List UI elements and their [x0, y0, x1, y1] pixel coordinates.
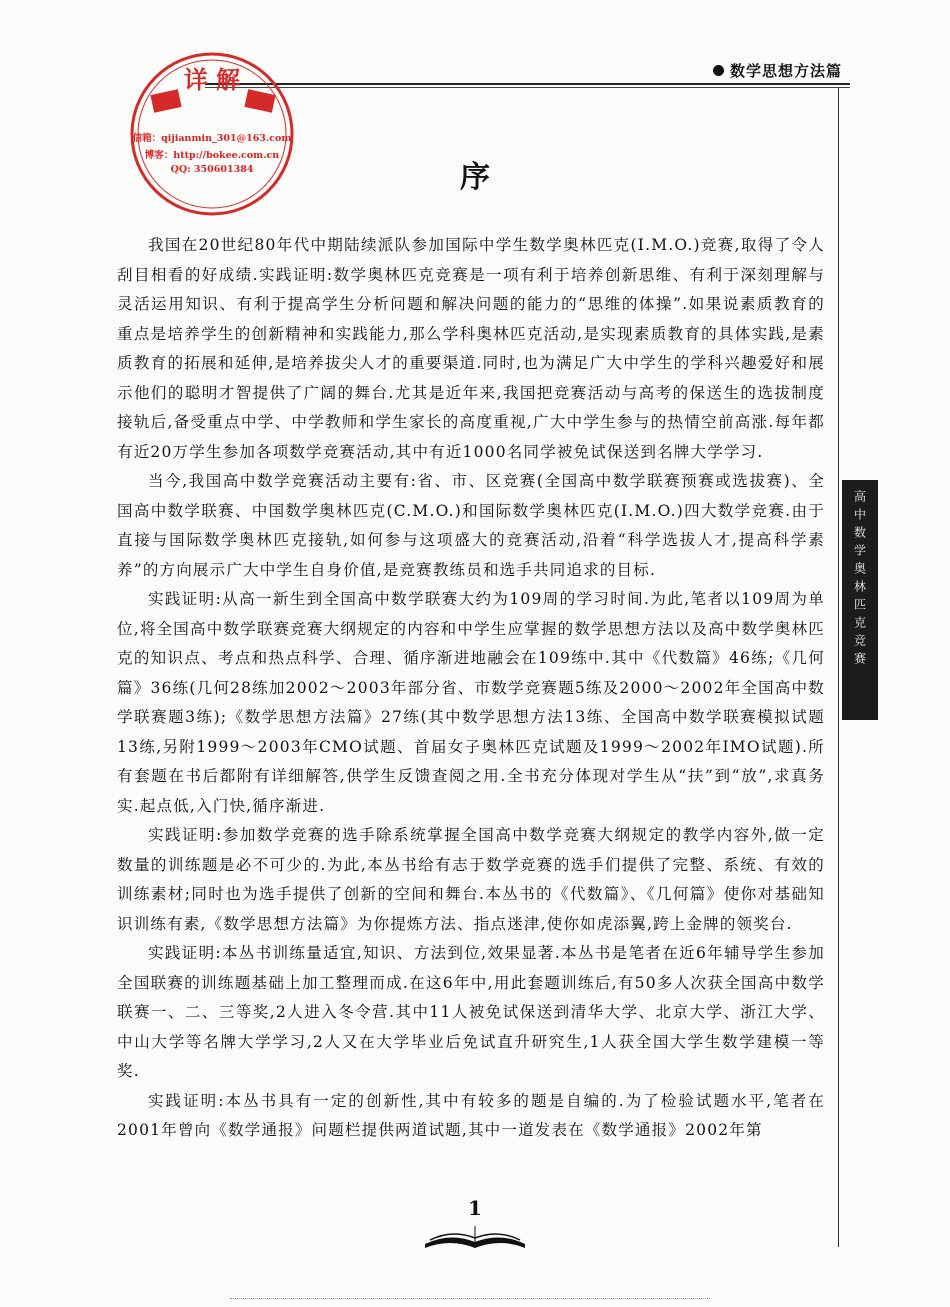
paragraph: 我国在20世纪80年代中期陆续派队参加国际中学生数学奥林匹克(I.M.O.)竞赛,取得了令人刮目相看的好成绩.实践证明:数学奥林匹克竞赛是一项有利于培养创新思维、有利于深刻理解与灵活运用知识、有利于提高学生分析问题和解决问题的能力的“思维的体操”.如果说素质教育的重点是培养学生的创新精神和实践能力,那么学科奥林匹克活动,是实现素质教育的具体实践,是素质教育的拓展和延伸,是培养拔尖人才的重要渠道.同时,也为满足广大中学生的学科兴趣爱好和展示他们的聪明才智提供了广阔的舞台.尤其是近年来,我国把竞赛活动与高考的保送生的选拔制度接轨后,备受重点中学、中学教师和学生家长的高度重视,广大中学生参与的热情空前高涨.每年都有近20万学生参加各项数学竞赛活动,其中有近1000名同学被免试保送到名牌大学学习. [117, 236, 825, 461]
paragraph: 实践证明:本丛书具有一定的创新性,其中有较多的题是自编的.为了检验试题水平,笔者在2001年曾向《数学通报》问题栏提供两道试题,其中一道发表在《数学通报》2002年第 [117, 1091, 825, 1139]
body-text [117, 231, 825, 1146]
paragraph: 实践证明:参加数学竞赛的选手除系统掌握全国高中数学竞赛大纲规定的教学内容外,做一定数量的训练题是必不可少的.为此,本丛书给有志于数学竞赛的选手们提供了完整、系统、有效的训练素材;同时也为选手提供了创新的空间和舞台.本丛书的《代数篇》、《几何篇》使你对基础知识训练有素,《数学思想方法篇》为你提炼方法、指点迷津,使你如虎添翼,跨上金牌的领奖台. [117, 826, 825, 933]
page-number: 1 [468, 1196, 482, 1220]
side-tab [842, 480, 878, 720]
right-margin-rule [838, 87, 839, 1247]
paragraph: 实践证明:从高一新生到全国高中数学联赛大约为109周的学习时间.为此,笔者以109周为单位,将全国高中数学联赛竞赛大纲规定的内容和中学生应掌握的数学思想方法以及高中数学奥林匹克的知识点、考点和热点科学、合理、循序渐进地融会在109练中.其中《代数篇》46练;《几何篇》36练(几何28练加2002～2003年部分省、市数学竞赛题5练及2000～2002年全国高中数学联赛题3练);《数学思想方法篇》27练(其中数学思想方法13练、全国高中数学联赛模拟试题13练,另附1999～2003年CMO试题、首届女子奥林匹克试题及1999～2002年IMO试题).所有套题在书后都附有详细解答,供学生反馈查阅之用.全书充分体现对学生从“扶”到“放”,求真务实.起点低,入门快,循序渐进. [117, 590, 825, 815]
bottom-scan-edge [230, 1298, 710, 1299]
seal-blog: 博客：http://bokee.com.cn [144, 150, 280, 161]
paragraph: 实践证明:本丛书训练量适宜,知识、方法到位,效果显著.本丛书是笔者在近6年辅导学生参加全国联赛的训练题基础上加工整理而成.在这6年中,用此套题训练后,有50多人次获全国高中数学联赛一、二、三等奖,2人进入冬令营.其中11人被免试保送到清华大学、北京大学、浙江大学、中山大学等名牌大学学习,2人又在大学毕业后免试直升研究生,1人获全国大学生数学建模一等奖. [117, 944, 825, 1080]
seal-qq: QQ: 350601384 [170, 164, 254, 175]
running-header [713, 60, 842, 81]
seal-email: 信箱：qijianmin_301@163.com [132, 133, 292, 144]
running-header-title: 数学思想方法篇 [729, 62, 842, 80]
seal-chars: 详 解 [183, 65, 241, 94]
side-tab-label: 高中数学奥林匹克竞赛 [852, 490, 867, 670]
bullet-icon [713, 65, 724, 76]
paragraph: 当今,我国高中数学竞赛活动主要有:省、市、区竞赛(全国高中数学联赛预赛或选拔赛)、全国高中数学联赛、中国数学奥林匹克(C.M.O.)和国际数学奥林匹克(I.M.O.)四大数学竞赛.由于直接与国际数学奥林匹克接轨,如何参与这项盛大的竞赛活动,沿着“科学选拔人才,提高科学素养”的方向展示广大中学生自身价值,是竞赛教练员和选手共同追求的目标. [117, 472, 825, 579]
page-title: 序 [460, 160, 490, 195]
